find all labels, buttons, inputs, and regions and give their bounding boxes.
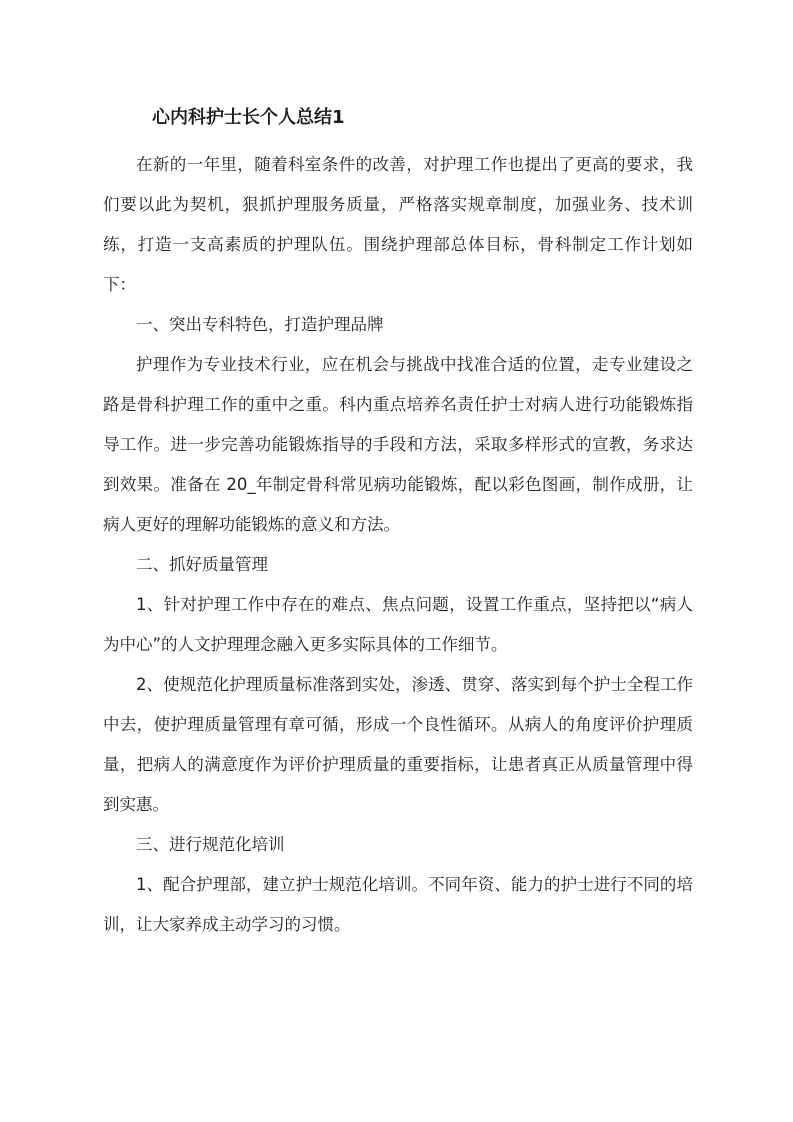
section-heading-1: 一、突出专科特色，打造护理品牌 [136, 315, 384, 334]
paragraph-intro: 在新的一年里，随着科室条件的改善，对护理工作也提出了更高的要求，我们要以此为契机，狠抓护理服务质量，严格落实规章制度，加强业务、技术训练，打造一支高素质的护理队伍。围绕护理部总体目标，骨科制定工作计划如下： [103, 155, 693, 294]
document-title: 心内科护士长个人总结1 [152, 107, 345, 128]
paragraph-section-1: 护理作为专业技术行业，应在机会与挑战中找准合适的位置，走专业建设之路是骨科护理工作的重中之重。科内重点培养名责任护士对病人进行功能锻炼指导工作。进一步完善功能锻炼指导的手段和方法，采取多样形式的宣教，务求达到效果。准备在 20_年制定骨科常见病功能锻炼，配以彩色图画，制作成册，让病人更好的理解功能锻炼的意义和方法。 [103, 355, 693, 534]
section-heading-2: 二、抓好质量管理 [136, 555, 268, 574]
paragraph-section-2-item-2: 2、使规范化护理质量标准落到实处，渗透、贯穿、落实到每个护士全程工作中去，使护理质量管理有章可循，形成一个良性循环。从病人的角度评价护理质量，把病人的满意度作为评价护理质量的重要指标，让患者真正从质量管理中得到实惠。 [103, 675, 693, 814]
paragraph-section-3-item-1: 1、配合护理部，建立护士规范化培训。不同年资、能力的护士进行不同的培训，让大家养成主动学习的习惯。 [103, 875, 693, 934]
section-heading-3: 三、进行规范化培训 [136, 835, 285, 854]
paragraph-section-2-item-1: 1、针对护理工作中存在的难点、焦点问题，设置工作重点，坚持把以“病人为中心”的人文护理理念融入更多实际具体的工作细节。 [103, 595, 693, 654]
